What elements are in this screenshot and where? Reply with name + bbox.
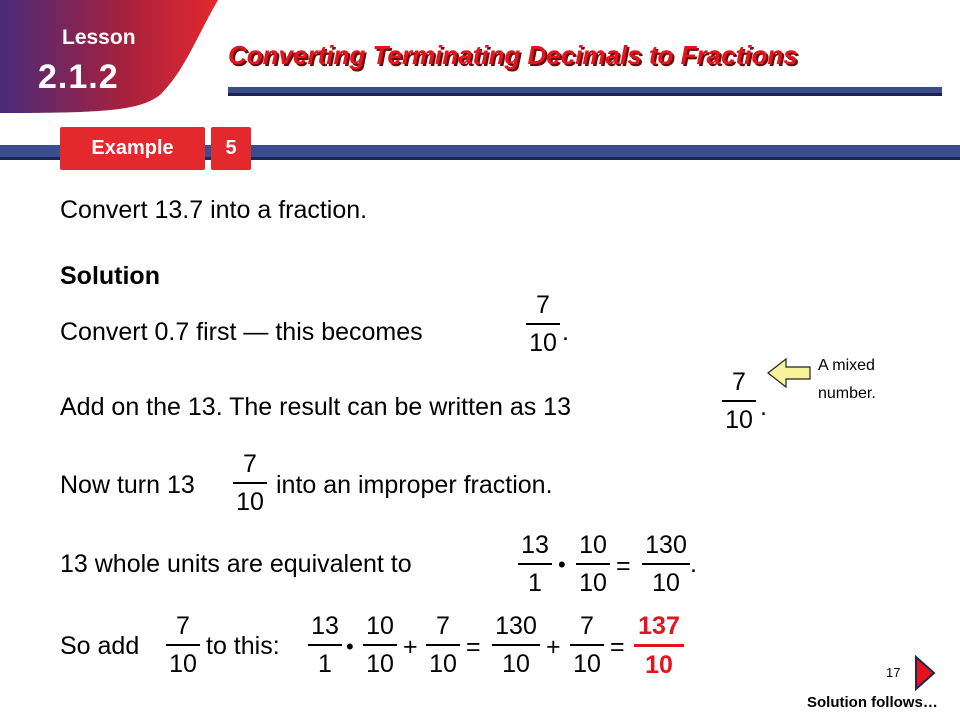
lesson-number: 2.1.2: [38, 58, 119, 96]
plus-sign: +: [546, 633, 561, 661]
denominator: 1: [318, 650, 332, 678]
numerator: 7: [536, 291, 550, 319]
fraction-bar: [426, 644, 460, 646]
step2-period: .: [760, 393, 767, 421]
denominator: 10: [573, 650, 601, 678]
step4-fraction-3: [642, 533, 690, 596]
step5-text-b: to this:: [206, 632, 280, 660]
result-fraction: [634, 614, 684, 678]
fraction-bar: [166, 644, 200, 646]
fraction-bar: [233, 482, 267, 484]
denominator: 10: [429, 650, 457, 678]
denominator: 10: [579, 569, 607, 597]
step3-text-a: Now turn 13: [60, 471, 195, 499]
numerator: 130: [495, 612, 537, 640]
denominator: 10: [236, 488, 264, 516]
callout-line-1: A mixed: [818, 357, 875, 374]
fraction-bar: [634, 644, 684, 647]
example-tab: Example: [60, 127, 205, 170]
fraction-bar: [308, 644, 342, 646]
equals-sign: =: [610, 633, 625, 661]
next-arrow-icon[interactable]: [914, 655, 936, 691]
numerator: 7: [732, 368, 746, 396]
fraction-bar: [722, 400, 756, 402]
step5-fraction-4: [492, 614, 540, 677]
fraction-bar: [642, 563, 690, 565]
step5-fraction-3: [426, 614, 460, 677]
numerator: 7: [580, 612, 594, 640]
callout-arrow-icon: [766, 356, 812, 390]
numerator: 7: [243, 450, 257, 478]
numerator: 7: [436, 612, 450, 640]
step3-text-b: into an improper fraction.: [276, 471, 553, 499]
denominator: 10: [652, 569, 680, 597]
page-number: 17: [886, 665, 901, 680]
numerator: 10: [579, 531, 607, 559]
denominator: 10: [725, 406, 753, 434]
step1-text: Convert 0.7 first — this becomes: [60, 318, 423, 346]
denominator: 10: [169, 650, 197, 678]
title-underline: [228, 87, 942, 96]
plus-sign: +: [403, 633, 418, 661]
multiply-dot: •: [346, 634, 354, 659]
numerator: 13: [311, 612, 339, 640]
denominator: 10: [529, 329, 557, 357]
denominator: 1: [528, 569, 542, 597]
step5-text-a: So add: [60, 632, 140, 660]
page-title: Converting Terminating Decimals to Fractions: [228, 40, 798, 70]
step3-fraction: [233, 452, 267, 515]
result-numerator: 137: [638, 612, 680, 640]
example-number: 5: [211, 127, 251, 170]
fraction-bar: [526, 323, 560, 325]
fraction-bar: [363, 644, 397, 646]
step2-text: Add on the 13. The result can be written as 13: [60, 393, 571, 421]
numerator: 13: [521, 531, 549, 559]
multiply-dot: •: [558, 552, 566, 577]
step5-fraction-1: [308, 614, 342, 677]
step5-add-fraction: [166, 614, 200, 677]
solution-heading: Solution: [60, 262, 160, 290]
fraction-bar: [570, 644, 604, 646]
fraction-bar: [576, 563, 610, 565]
callout-line-2: number.: [818, 385, 876, 402]
numerator: 130: [645, 531, 687, 559]
step4-fraction-2: [576, 533, 610, 596]
equals-sign: =: [616, 552, 631, 580]
step5-fraction-2: [363, 614, 397, 677]
numerator: 7: [176, 612, 190, 640]
fraction-bar: [518, 563, 552, 565]
result-denominator: 10: [645, 651, 673, 679]
callout-note: [818, 352, 876, 408]
lesson-label: Lesson: [62, 26, 136, 49]
numerator: 10: [366, 612, 394, 640]
equals-sign: =: [466, 633, 481, 661]
problem-statement: Convert 13.7 into a fraction.: [60, 196, 368, 224]
step5-fraction-5: [570, 614, 604, 677]
step4-period: .: [690, 550, 697, 578]
fraction-bar: [492, 644, 540, 646]
step2-fraction: [722, 370, 756, 433]
denominator: 10: [502, 650, 530, 678]
step1-period: .: [562, 318, 569, 346]
denominator: 10: [366, 650, 394, 678]
solution-follows-note: Solution follows…: [807, 694, 938, 711]
step4-fraction-1: [518, 533, 552, 596]
lesson-badge: [0, 0, 240, 115]
step4-text: 13 whole units are equivalent to: [60, 550, 412, 578]
step1-fraction: [526, 293, 560, 356]
